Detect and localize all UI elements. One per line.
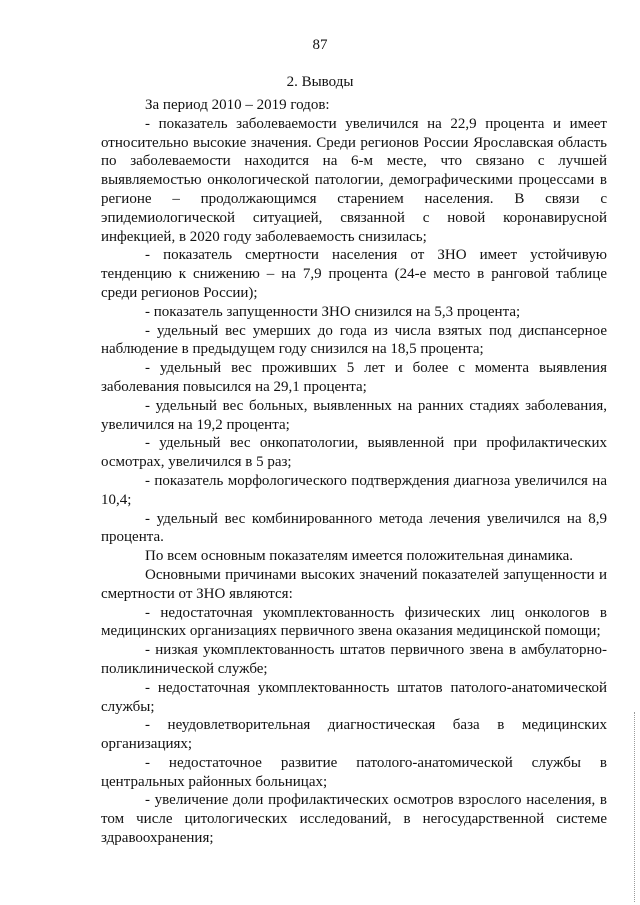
paragraph-neglect: - показатель запущенности ЗНО снизился на 5,3 процента; bbox=[145, 303, 521, 320]
paragraph-diagnostic-base: - неудовлетворительная диагностическая база в медицинских организациях; bbox=[101, 717, 607, 753]
paragraph-morphological-confirmation: - показатель морфологического подтверждения диагноза увеличился на 10,4; bbox=[101, 472, 607, 508]
paragraph-period: За период 2010 – 2019 годов: bbox=[145, 97, 330, 113]
paragraph-pathology-development: - недостаточное развитие патолого-анатомической службы в центральных районных больницах; bbox=[101, 754, 607, 790]
paragraph-preventive-exams: - удельный вес онкопатологии, выявленной при профилактических осмотрах, увеличился в 5 раз; bbox=[101, 435, 607, 471]
paragraph-pathology-staffing: - недостаточная укомплектованность штатов патолого-анатомической службы; bbox=[101, 679, 607, 715]
paragraph-private-healthcare: - увеличение доли профилактических осмотров взрослого населения, в том числе цитологических исследований, в негосударственной системе здравоохранения; bbox=[101, 792, 607, 847]
paragraph-morbidity: - показатель заболеваемости увеличился на 22,9 процента и имеет относительно высокие значения. Среди регионов России Ярославская область по заболеваемости находится на 6-м месте, что связано с лучшей выявляемостью онкологической патологии, демографическими процессами в регионе – продолжающимся старением населения. В связи с эпидемиологической ситуацией, связанной с новой коронавирусной инфекцией, в 2020 году заболеваемость снизилась; bbox=[101, 115, 607, 245]
paragraph-primary-care-staffing: - низкая укомплектованность штатов первичного звена в амбулаторно-поликлинической службе; bbox=[101, 642, 607, 677]
paragraph-main-reasons: Основными причинами высоких значений показателей запущенности и смертности от ЗНО являются: bbox=[101, 566, 607, 602]
page-number: 87 bbox=[312, 37, 328, 53]
paragraph-positive-dynamics: По всем основным показателям имеется положительная динамика. bbox=[145, 548, 574, 565]
scan-edge-mark bbox=[634, 712, 638, 902]
section-title: 2. Выводы bbox=[286, 74, 354, 90]
paragraph-early-stage: - удельный вес больных, выявленных на ранних стадиях заболевания, увеличился на 19,2 процента; bbox=[101, 397, 607, 433]
document-body bbox=[101, 96, 607, 848]
paragraph-oncologist-staffing: - недостаточная укомплектованность физических лиц онкологов в медицинских организациях первичного звена оказания медицинской помощи; bbox=[101, 604, 607, 640]
paragraph-died-within-year: - удельный вес умерших до года из числа взятых под диспансерное наблюдение в предыдущем году снизился на 18,5 процента; bbox=[101, 322, 607, 358]
paragraph-mortality: - показатель смертности населения от ЗНО имеет устойчивую тенденцию к снижению – на 7,9 процента (24-е место в ранговой таблице среди регионов России); bbox=[101, 247, 607, 301]
paragraph-five-year-survival: - удельный вес проживших 5 лет и более с момента выявления заболевания повысился на 29,1 процента; bbox=[101, 360, 607, 395]
paragraph-combined-treatment: - удельный вес комбинированного метода лечения увеличился на 8,9 процента. bbox=[101, 510, 607, 546]
